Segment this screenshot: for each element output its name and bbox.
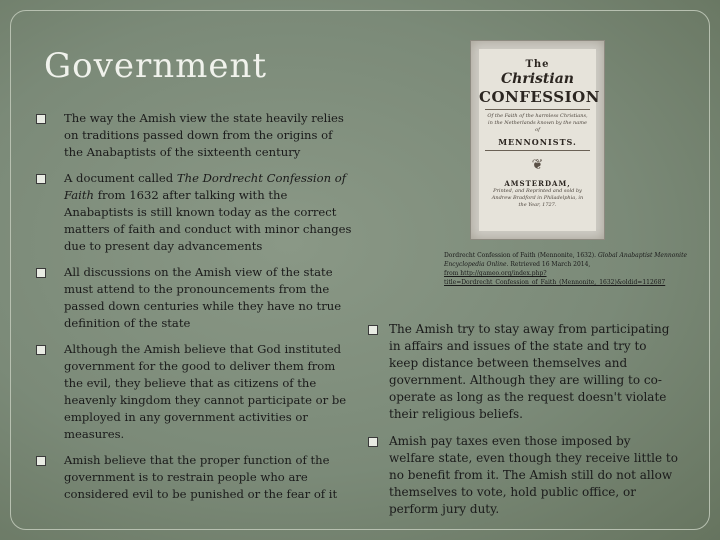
caption-pre: Dordrecht Confession of Faith (Mennonite, 1632). (444, 252, 598, 259)
bullet-square-icon (36, 268, 46, 278)
bullet-text: The way the Amish view the state heavily relies on traditions passed down from the origins of the Anabaptists of the sixteenth century (64, 111, 344, 159)
bullet-text: The Amish try to stay away from participating in affairs and issues of the state and try to keep distance between themselves and government. Although they are willing to co-operate as long as the request doesn't violate their religious beliefs. (389, 322, 670, 421)
left-bullet-list (36, 110, 352, 512)
book-rule (485, 150, 590, 151)
book-confession: CONFESSION (479, 88, 600, 106)
book-rule (485, 109, 590, 110)
bullet-text-pre: A document called (64, 171, 177, 185)
bullet-square-icon (368, 325, 378, 335)
bullet-item (36, 264, 352, 332)
bullet-item (368, 433, 678, 518)
bullet-item (36, 452, 352, 503)
bullet-square-icon (368, 437, 378, 447)
bullet-text (64, 171, 351, 253)
right-bullet-list (368, 321, 678, 528)
bullet-text-post: from 1632 after talking with the Anabaptists is still known today as the correct matters of faith and conduct with minor changes due to present day advancements (64, 188, 352, 253)
bullet-square-icon (36, 174, 46, 184)
book-mennonists: MENNONISTS. (498, 137, 577, 147)
bullet-square-icon (36, 114, 46, 124)
bullet-text: Amish believe that the proper function of the government is to restrain people who are considered evil to be punished or the fear of it (64, 453, 338, 501)
book-cover-image (470, 40, 605, 240)
book-subtitle: Of the Faith of the harmless Christians, in the Netherlands known by the name of (487, 113, 588, 133)
image-caption (444, 251, 708, 287)
caption-link[interactable]: from http://gameo.org/index.php?title=Dordrecht_Confession_of_Faith_(Mennonite,_1632)&oldid=112687 (444, 270, 666, 286)
book-amsterdam: AMSTERDAM, (504, 179, 571, 188)
bullet-square-icon (36, 456, 46, 466)
caption-source: Global Anabaptist Mennonite Encyclopedia Online (444, 252, 688, 268)
bullet-text: Although the Amish believe that God instituted government for the good to deliver them from the evil, they believe that as citizens of the heavenly kingdom they cannot participate or be employed in any government activities or measures. (64, 342, 347, 441)
bullet-item (368, 321, 678, 423)
slide-title: Government (44, 46, 268, 86)
bullet-text: Amish pay taxes even those imposed by welfare state, even though they receive little to no benefit from it. The Amish still do not allow themselves to vote, hold public office, or perform jury duty. (389, 434, 678, 516)
book-christian: Christian (501, 71, 574, 87)
bullet-item (36, 341, 352, 443)
book-ornament-icon: ❦ (531, 157, 544, 173)
bullet-item (36, 170, 352, 255)
book-imprint: Printed, and Reprinted and sold by Andrew Bradford in Philadelphia, in the Year, 1727. (491, 188, 584, 208)
caption-post: . Retrieved 16 March 2014, (506, 261, 591, 268)
bullet-text: All discussions on the Amish view of the state must attend to the pronouncements from the passed down centuries while they have no true definition of the state (64, 265, 342, 330)
book-the: The (525, 59, 550, 70)
book-title-page (479, 49, 600, 231)
bullet-item (36, 110, 352, 161)
document-title: The Dordrecht Confession of Faith (64, 171, 347, 202)
bullet-square-icon (36, 345, 46, 355)
